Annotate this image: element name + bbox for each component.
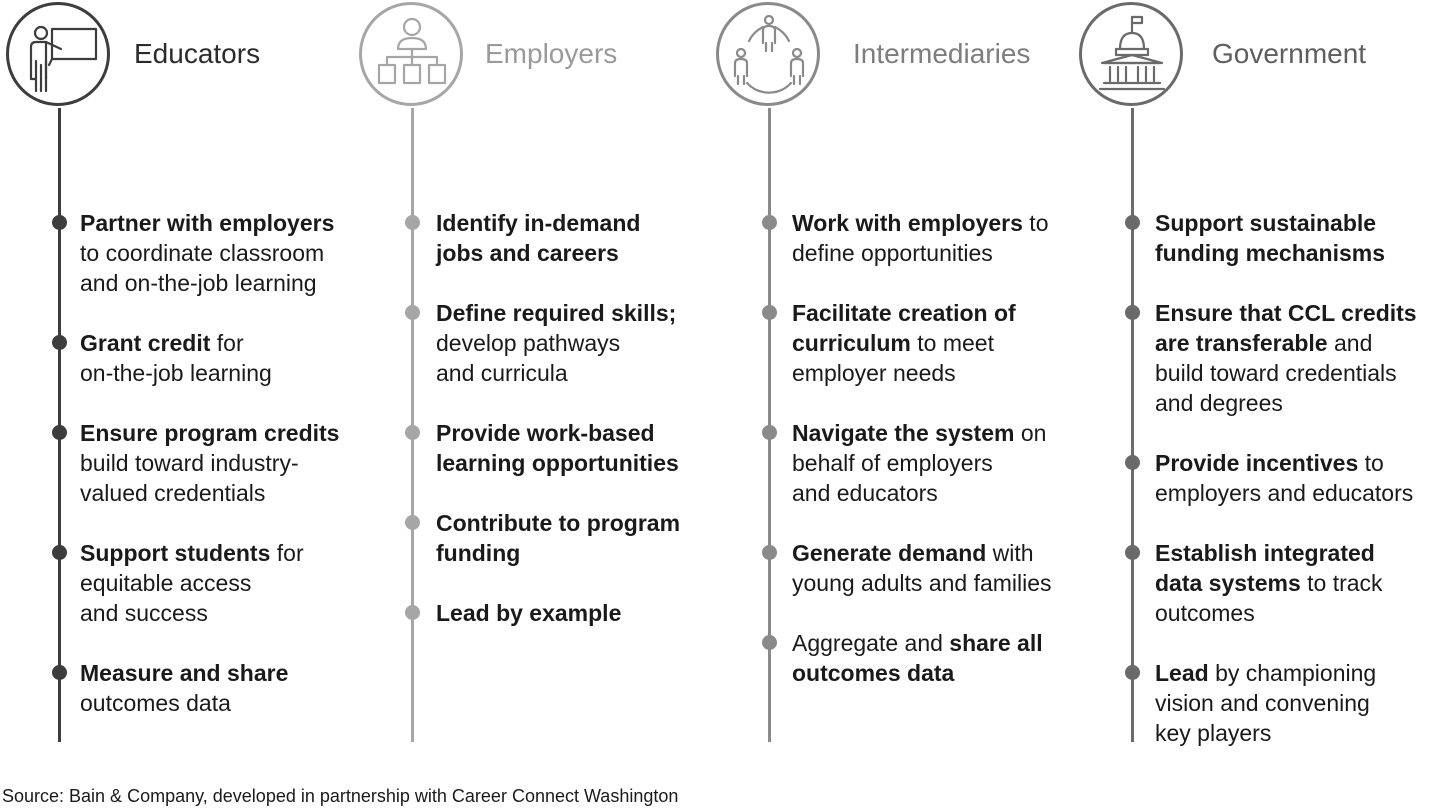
bullet-dot <box>1125 305 1140 320</box>
plain-text: on-the-job learning <box>80 360 272 386</box>
list-item-line <box>1155 478 1413 508</box>
list-item <box>792 418 1046 508</box>
list-item-line <box>792 208 1049 238</box>
list-item-line <box>80 328 272 358</box>
list-item <box>436 298 676 388</box>
source-note: Source: Bain & Company, developed in partnership with Career Connect Washington <box>2 786 679 806</box>
list-item-line <box>80 448 339 478</box>
list-item-line <box>792 478 1046 508</box>
list-item-line <box>80 418 339 448</box>
bold-text: Define required skills; <box>436 300 677 326</box>
plain-text: and educators <box>792 480 938 506</box>
list-item <box>1155 538 1383 628</box>
list-item <box>436 598 621 628</box>
list-item <box>80 658 288 718</box>
bold-text: Generate demand <box>792 540 987 566</box>
list-item-line <box>436 598 621 628</box>
bold-text: Provide incentives <box>1155 450 1359 476</box>
plain-text: build toward credentials <box>1155 360 1397 386</box>
column-title: Government <box>1212 38 1367 69</box>
column-title: Employers <box>485 38 618 69</box>
plain-text: for <box>210 330 244 356</box>
list-item-line <box>80 268 334 298</box>
list-item <box>80 538 304 628</box>
list-item <box>436 418 679 478</box>
bullet-dot <box>762 305 777 320</box>
plain-text: outcomes data <box>80 690 231 716</box>
bullet-dot <box>1125 215 1140 230</box>
bold-text: curriculum <box>792 330 911 356</box>
list-item-line <box>792 538 1052 568</box>
people-network-icon <box>716 2 820 106</box>
list-item <box>792 538 1052 598</box>
plain-text: key players <box>1155 720 1272 746</box>
list-item-line <box>1155 688 1376 718</box>
bold-text: Establish integrated <box>1155 540 1375 566</box>
bold-text: Measure and share <box>80 660 289 686</box>
plain-text: to <box>1022 210 1049 236</box>
bold-text: Partner with employers <box>80 210 335 236</box>
list-item-line <box>792 418 1046 448</box>
list-item-line <box>792 238 1049 268</box>
bullet-dot <box>762 215 777 230</box>
bold-text: funding <box>436 540 521 566</box>
bold-text: Identify in-demand <box>436 210 641 236</box>
bold-text: Support sustainable <box>1155 210 1377 236</box>
bullet-dot <box>405 305 420 320</box>
plain-text: to track <box>1300 570 1383 596</box>
list-item-line <box>436 328 676 358</box>
list-item <box>80 328 272 388</box>
list-item-line <box>1155 448 1413 478</box>
list-item-line <box>436 208 640 238</box>
list-item-line <box>1155 658 1376 688</box>
bold-text: Ensure that CCL credits <box>1155 300 1417 326</box>
list-item-line <box>436 238 640 268</box>
list-item <box>1155 658 1376 748</box>
list-item <box>436 508 680 568</box>
plain-text: to meet <box>910 330 994 356</box>
list-item-line <box>80 568 304 598</box>
list-item-line <box>1155 358 1417 388</box>
list-item-line <box>1155 598 1383 628</box>
bullet-dot <box>405 425 420 440</box>
bullet-dot <box>52 545 67 560</box>
bold-text: data systems <box>1155 570 1301 596</box>
list-item-line <box>436 418 679 448</box>
list-item-line <box>792 358 1016 388</box>
bullet-dot <box>405 215 420 230</box>
bullet-dot <box>405 515 420 530</box>
plain-text: and <box>1327 330 1373 356</box>
column-title: Intermediaries <box>853 38 1031 69</box>
plain-text: equitable access <box>80 570 252 596</box>
list-item <box>792 298 1016 388</box>
list-item <box>792 628 1043 688</box>
bold-text: Work with employers <box>792 210 1023 236</box>
bold-text: Provide work-based <box>436 420 655 446</box>
timeline-line <box>1131 108 1134 742</box>
list-item <box>80 208 334 298</box>
bullet-dot <box>52 335 67 350</box>
teacher-board-icon <box>6 2 110 106</box>
bold-text: share all <box>949 630 1043 656</box>
plain-text: employer needs <box>792 360 956 386</box>
bullet-dot <box>52 425 67 440</box>
list-item <box>436 208 640 268</box>
bold-text: Lead <box>1155 660 1209 686</box>
list-item <box>1155 298 1417 418</box>
bold-text: Navigate the system <box>792 420 1015 446</box>
list-item-line <box>792 448 1046 478</box>
list-item-line <box>1155 208 1385 238</box>
list-item-line <box>1155 388 1417 418</box>
plain-text: valued credentials <box>80 480 266 506</box>
org-chart-icon <box>359 2 463 106</box>
bullet-dot <box>762 545 777 560</box>
plain-text: outcomes <box>1155 600 1255 626</box>
list-item-line <box>436 358 676 388</box>
bold-text: Ensure program credits <box>80 420 340 446</box>
list-item <box>80 418 339 508</box>
list-item-line <box>1155 238 1385 268</box>
bullet-dot <box>52 215 67 230</box>
plain-text: and success <box>80 600 208 626</box>
list-item-line <box>436 508 680 538</box>
plain-text: to coordinate classroom <box>80 240 325 266</box>
bold-text: Contribute to program <box>436 510 681 536</box>
bullet-dot <box>762 425 777 440</box>
plain-text: and degrees <box>1155 390 1283 416</box>
list-item-line <box>792 658 1043 688</box>
plain-text: build toward industry- <box>80 450 299 476</box>
plain-text: vision and convening <box>1155 690 1370 716</box>
list-item-line <box>1155 718 1376 748</box>
list-item-line <box>1155 328 1417 358</box>
list-item-line <box>80 658 288 688</box>
list-item-line <box>80 478 339 508</box>
list-item-line <box>436 538 680 568</box>
plain-text: behalf of employers <box>792 450 993 476</box>
plain-text: by championing <box>1208 660 1377 686</box>
list-item-line <box>792 628 1043 658</box>
bold-text: funding mechanisms <box>1155 240 1386 266</box>
list-item-line <box>80 208 334 238</box>
list-item-line <box>436 448 679 478</box>
list-item-line <box>792 328 1016 358</box>
list-item-line <box>80 358 272 388</box>
plain-text: and curricula <box>436 360 568 386</box>
bold-text: Lead by example <box>436 600 622 626</box>
bold-text: Grant credit <box>80 330 211 356</box>
plain-text: and on-the-job learning <box>80 270 317 296</box>
plain-text: develop pathways <box>436 330 621 356</box>
plain-text: with <box>986 540 1034 566</box>
list-item-line <box>1155 298 1417 328</box>
bold-text: outcomes data <box>792 660 955 686</box>
bullet-dot <box>1125 455 1140 470</box>
list-item-line <box>1155 568 1383 598</box>
plain-text: to <box>1358 450 1384 476</box>
list-item-line <box>436 298 676 328</box>
bold-text: are transferable <box>1155 330 1328 356</box>
bullet-dot <box>405 605 420 620</box>
column-title: Educators <box>134 38 261 69</box>
bold-text: jobs and careers <box>436 240 619 266</box>
list-item-line <box>792 568 1052 598</box>
bold-text: Support students <box>80 540 271 566</box>
bold-text: Facilitate creation of <box>792 300 1016 326</box>
list-item-line <box>80 538 304 568</box>
bullet-dot <box>762 635 777 650</box>
list-item <box>792 208 1049 268</box>
capitol-building-icon <box>1079 2 1183 106</box>
list-item-line <box>80 688 288 718</box>
plain-text: define opportunities <box>792 240 993 266</box>
plain-text: on <box>1014 420 1047 446</box>
list-item-line <box>80 598 304 628</box>
plain-text: for <box>270 540 304 566</box>
bold-text: learning opportunities <box>436 450 679 476</box>
bullet-dot <box>1125 665 1140 680</box>
list-item-line <box>792 298 1016 328</box>
bullet-dot <box>1125 545 1140 560</box>
plain-text: Aggregate and <box>792 630 950 656</box>
list-item <box>1155 448 1413 508</box>
list-item <box>1155 208 1385 268</box>
plain-text: employers and educators <box>1155 480 1414 506</box>
bullet-dot <box>52 665 67 680</box>
list-item-line <box>80 238 334 268</box>
list-item-line <box>1155 538 1383 568</box>
plain-text: young adults and families <box>792 570 1052 596</box>
